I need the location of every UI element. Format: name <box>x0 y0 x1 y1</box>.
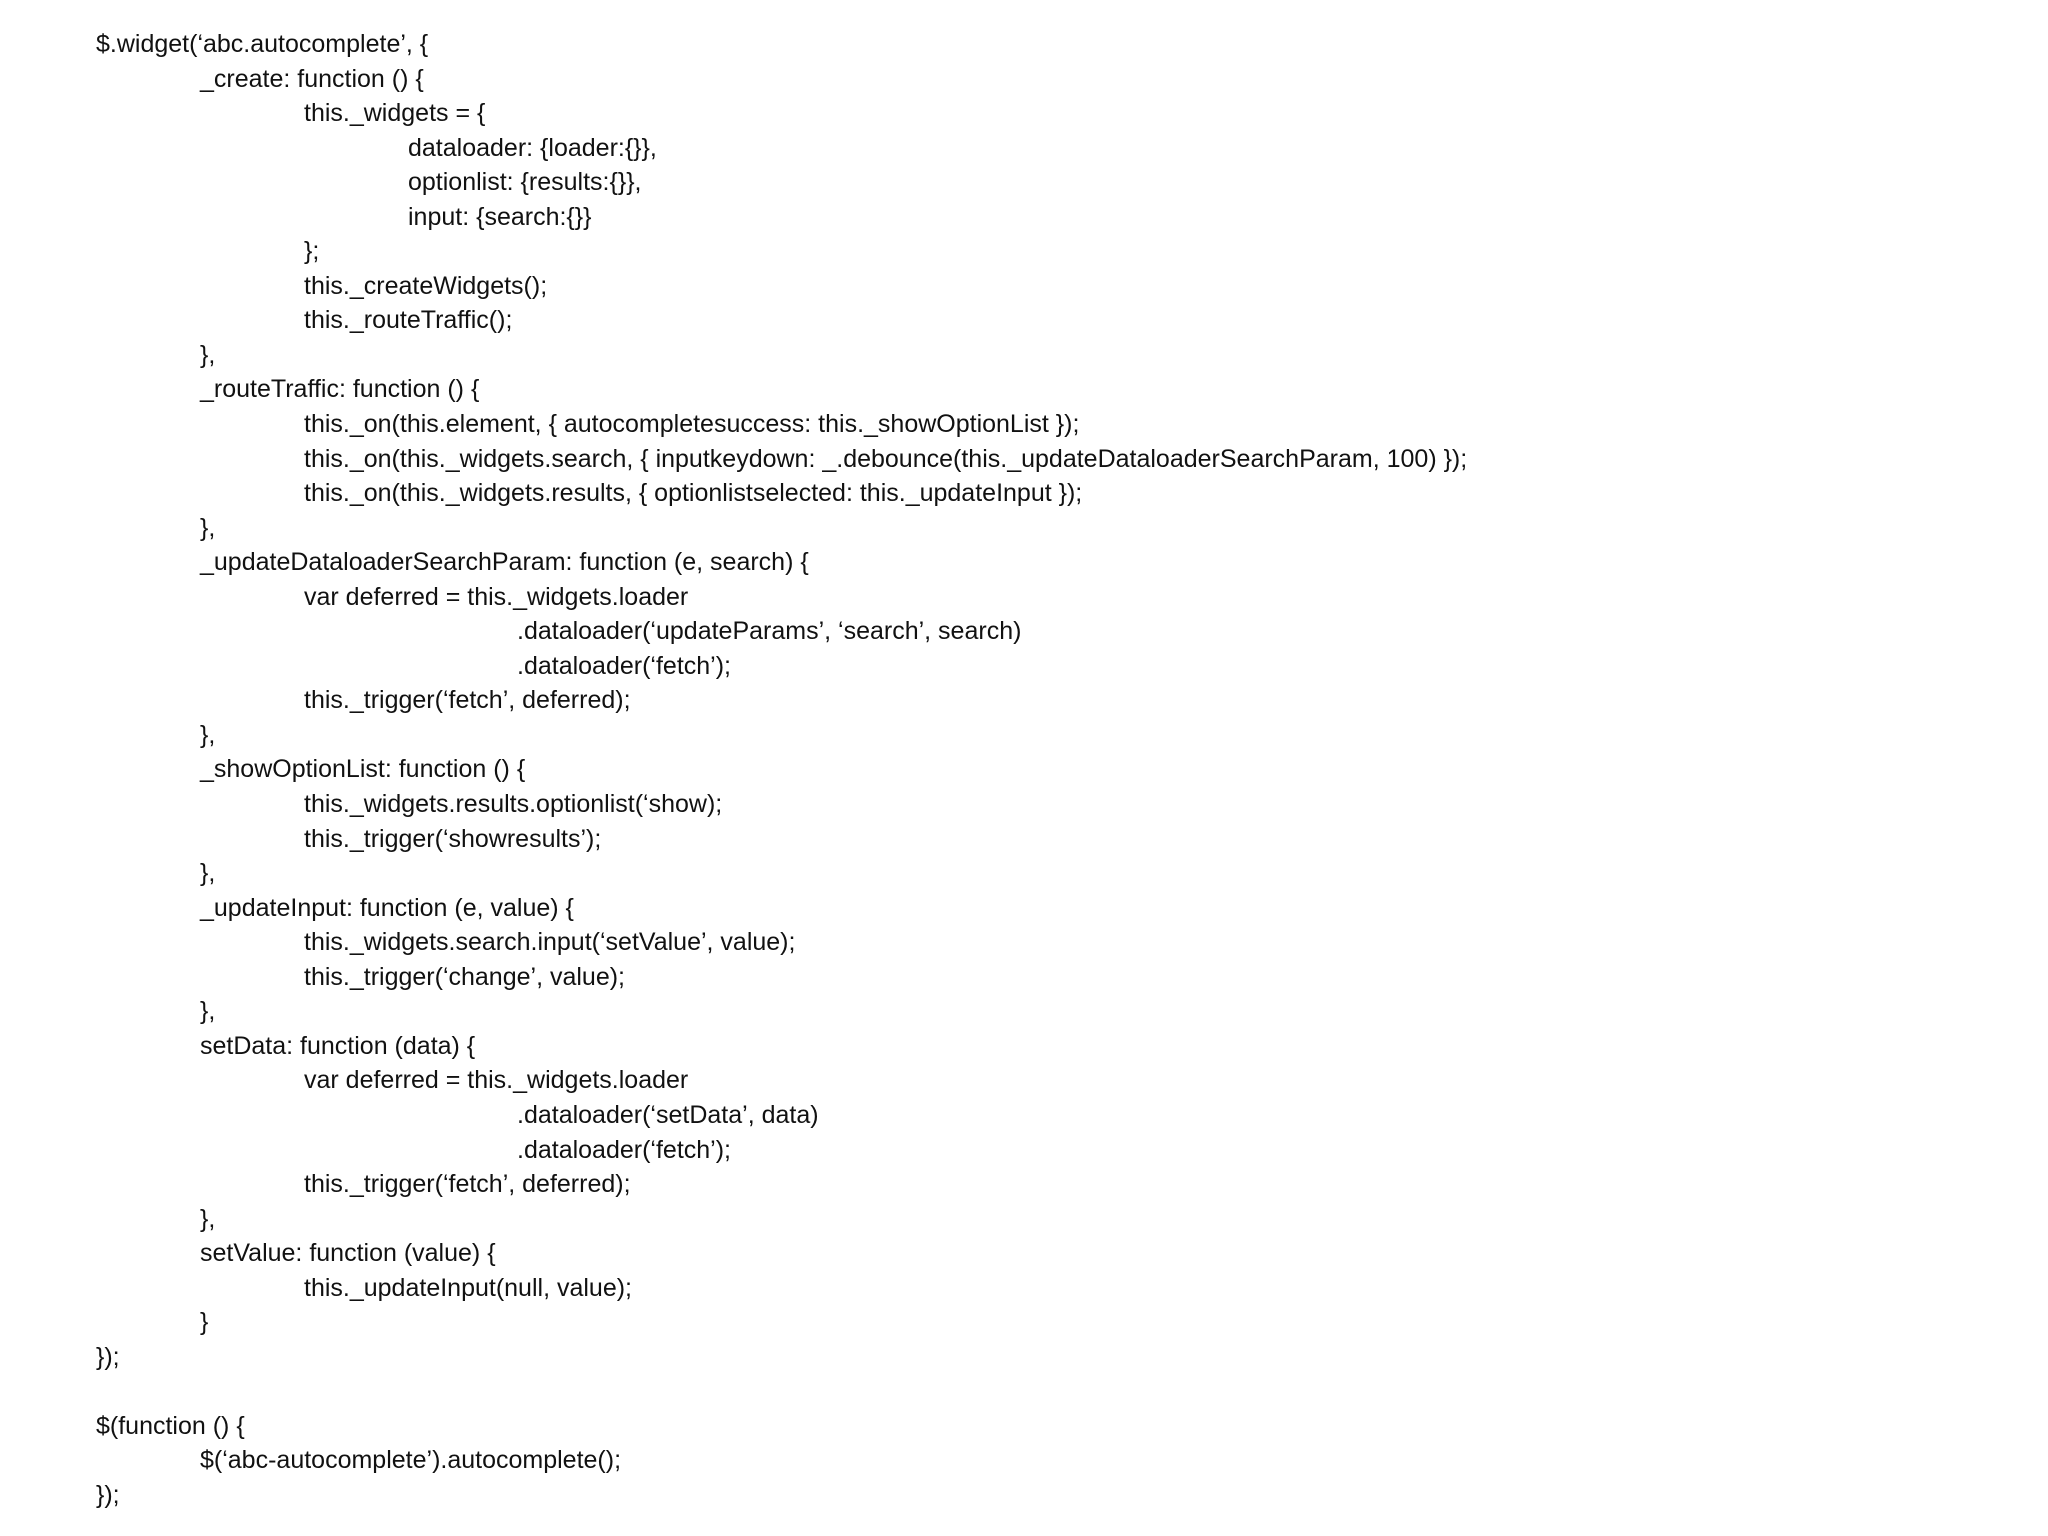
code-line: .dataloader(‘setData’, data) <box>517 1100 819 1129</box>
code-line: _updateInput: function (e, value) { <box>200 893 574 922</box>
code-line: } <box>200 1308 209 1337</box>
code-line: _showOptionList: function () { <box>200 755 526 784</box>
code-line: this._on(this.element, { autocompletesuccess: this._showOptionList }); <box>304 410 1080 439</box>
code-line: dataloader: {loader:{}}, <box>408 133 657 162</box>
code-line: input: {search:{}} <box>408 202 592 231</box>
code-line: this._updateInput(null, value); <box>304 1273 632 1302</box>
code-line: }); <box>96 1480 120 1509</box>
code-line: .dataloader(‘updateParams’, ‘search’, search) <box>517 617 1022 646</box>
code-line: this._on(this._widgets.results, { optionlistselected: this._updateInput }); <box>304 479 1083 508</box>
code-line: _updateDataloaderSearchParam: function (e, search) { <box>200 548 809 577</box>
code-line: this._trigger(‘showresults’); <box>304 824 602 853</box>
code-line: this._widgets.search.input(‘setValue’, value); <box>304 928 796 957</box>
code-listing <box>0 27 2048 1513</box>
code-line: }); <box>96 1342 120 1371</box>
code-line: this._widgets = { <box>304 99 486 128</box>
code-line: var deferred = this._widgets.loader <box>304 1066 689 1095</box>
code-line: .dataloader(‘fetch’); <box>517 651 732 680</box>
code-line <box>0 1374 2048 1409</box>
code-line: this._trigger(‘fetch’, deferred); <box>304 1170 631 1199</box>
code-line: setValue: function (value) { <box>200 1239 496 1268</box>
code-line: }; <box>304 237 320 266</box>
code-line: }, <box>200 1204 216 1233</box>
code-line: this._trigger(‘change’, value); <box>304 962 625 991</box>
code-line: var deferred = this._widgets.loader <box>304 582 689 611</box>
code-line: this._trigger(‘fetch’, deferred); <box>304 686 631 715</box>
code-line: $.widget(‘abc.autocomplete’, { <box>96 30 429 58</box>
code-line: _routeTraffic: function () { <box>200 375 480 404</box>
code-line: }, <box>200 340 216 369</box>
code-line: this._createWidgets(); <box>304 271 548 300</box>
code-line: }, <box>200 997 216 1026</box>
code-line: $(function () { <box>96 1411 245 1440</box>
code-line: _create: function () { <box>200 64 424 93</box>
code-line: optionlist: {results:{}}, <box>408 168 642 197</box>
code-line: this._widgets.results.optionlist(‘show); <box>304 790 723 819</box>
code-line: }, <box>200 513 216 542</box>
code-line: this._routeTraffic(); <box>304 306 513 335</box>
code-line: $(‘abc-autocomplete’).autocomplete(); <box>200 1446 622 1475</box>
code-line: .dataloader(‘fetch’); <box>517 1135 732 1164</box>
code-line: }, <box>200 859 216 888</box>
code-line: this._on(this._widgets.search, { inputkeydown: _.debounce(this._updateDataloaderSearchParam, 100) }); <box>304 444 1468 473</box>
code-line: }, <box>200 720 216 749</box>
code-line: setData: function (data) { <box>200 1031 476 1060</box>
